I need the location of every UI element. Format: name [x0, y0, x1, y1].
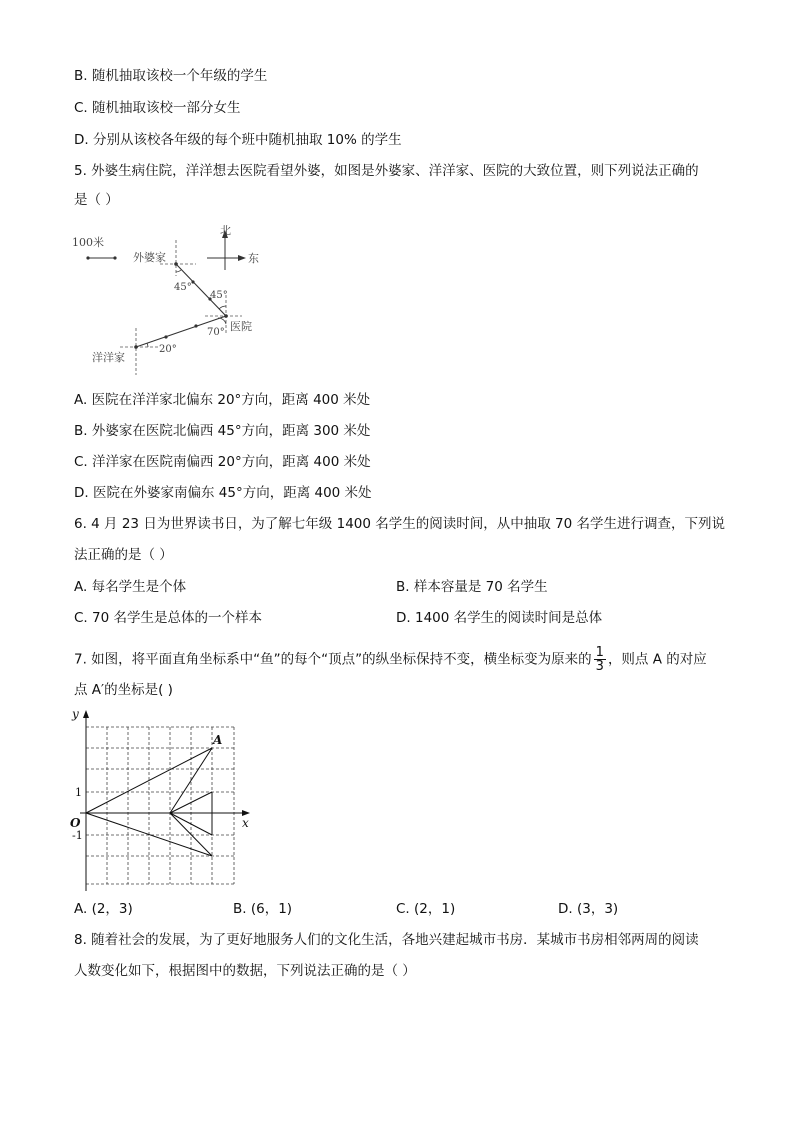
- q5-stem-line2: 是（ ）: [74, 192, 119, 208]
- q5-option-d: D. 医院在外婆家南偏东 45°方向，距离 400 米处: [74, 485, 372, 501]
- q4-option-d: D. 分别从该校各年级的每个班中随机抽取 10% 的学生: [74, 132, 402, 148]
- q5-scale-label: 100米: [72, 236, 104, 249]
- fraction-one-third: [594, 646, 606, 673]
- angle-45-hospital: 45°: [210, 290, 228, 301]
- q7-option-d: D. (3，3): [558, 901, 619, 917]
- q5-option-c: C. 洋洋家在医院南偏西 20°方向，距离 400 米处: [74, 454, 371, 470]
- q7-stem-line1: [74, 646, 707, 673]
- q7-stem-part1: 7. 如图，将平面直角坐标系中“鱼”的每个“顶点”的纵坐标保持不变，横坐标变为原来的: [74, 651, 592, 668]
- q6-option-b: B. 样本容量是 70 名学生: [396, 579, 548, 595]
- q4-option-b: B. 随机抽取该校一个年级的学生: [74, 68, 268, 84]
- q5-stem-line1: 5. 外婆生病住院，洋洋想去医院看望外婆，如图是外婆家、洋洋家、医院的大致位置，则下列说法正确的: [74, 163, 699, 179]
- x-axis-label: x: [242, 816, 249, 830]
- q5-option-b: B. 外婆家在医院北偏西 45°方向，距离 300 米处: [74, 423, 371, 439]
- compass-east-label: 东: [248, 252, 259, 265]
- q7-coordinate-figure: [66, 706, 266, 896]
- q7-option-c: C. (2，1): [396, 901, 456, 917]
- q7-option-b: B. (6，1): [233, 901, 293, 917]
- q4-option-c: C. 随机抽取该校一部分女生: [74, 100, 241, 116]
- q7-stem-line2: 点 A′的坐标是( ): [74, 682, 173, 698]
- q5-map-figure: [60, 220, 280, 380]
- yangyang-home-label: 洋洋家: [92, 351, 125, 364]
- fraction-denominator: 3: [595, 659, 604, 674]
- angle-20-yangyang: 20°: [159, 344, 177, 355]
- angle-45-grandma: 45°: [174, 282, 192, 293]
- q6-option-d: D. 1400 名学生的阅读时间是总体: [396, 610, 603, 626]
- q5-option-a: A. 医院在洋洋家北偏东 20°方向，距离 400 米处: [74, 392, 371, 408]
- q6-option-a: A. 每名学生是个体: [74, 579, 187, 595]
- q8-stem-line2: 人数变化如下，根据图中的数据，下列说法正确的是（ ）: [74, 963, 416, 979]
- point-a-label: A: [213, 733, 223, 747]
- tick-label-neg1: -1: [72, 829, 83, 842]
- q8-stem-line1: 8. 随着社会的发展，为了更好地服务人们的文化生活，各地兴建起城市书房．某城市书房相邻两周的阅读: [74, 932, 699, 948]
- grandma-home-label: 外婆家: [133, 251, 166, 264]
- hospital-label: 医院: [230, 320, 252, 333]
- q7-stem-part2: ，则点 A 的对应: [607, 651, 707, 668]
- tick-label-1: 1: [75, 786, 82, 799]
- angle-70-hospital: 70°: [207, 327, 225, 338]
- origin-label: O: [70, 816, 81, 830]
- q6-option-c: C. 70 名学生是总体的一个样本: [74, 610, 262, 626]
- q7-option-a: A. (2，3): [74, 901, 133, 917]
- y-axis-label: y: [72, 707, 79, 721]
- compass-north-label: 北: [220, 224, 231, 237]
- q6-stem-line2: 法正确的是（ ）: [74, 547, 173, 563]
- fraction-numerator: 1: [595, 645, 604, 660]
- q6-stem-line1: 6. 4 月 23 日为世界读书日，为了解七年级 1400 名学生的阅读时间，从中抽取 70 名学生进行调查，下列说: [74, 516, 726, 532]
